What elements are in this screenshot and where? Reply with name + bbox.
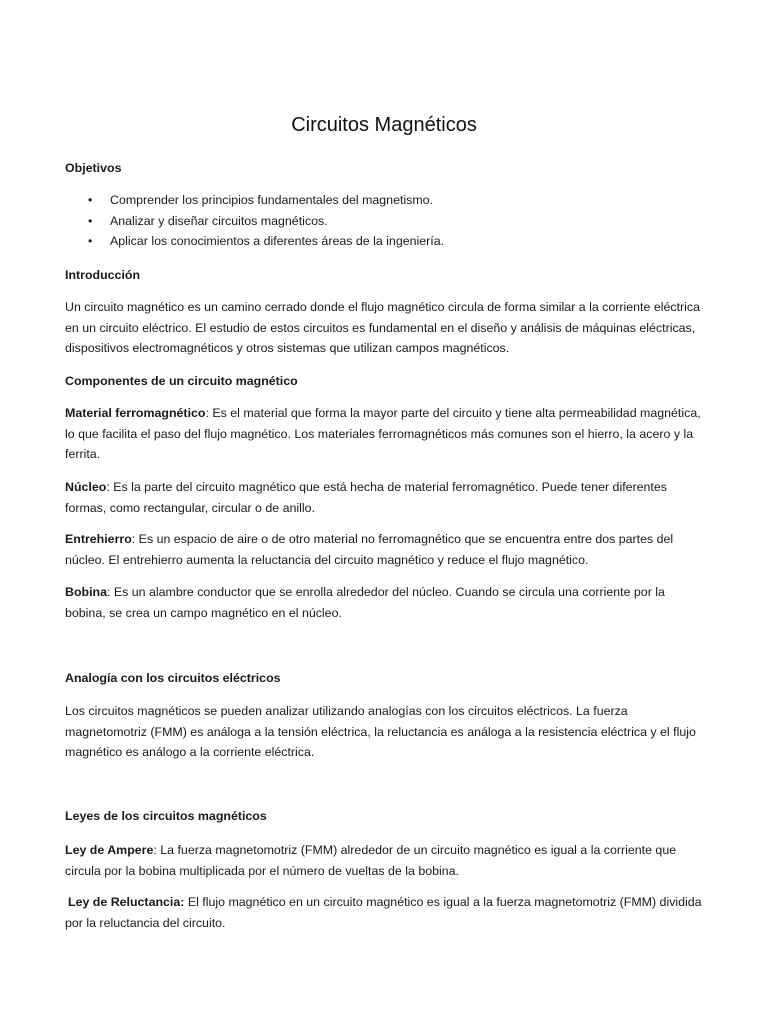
heading-leyes: Leyes de los circuitos magnéticos (65, 809, 267, 823)
ley-ampere (65, 840, 702, 881)
list-item (88, 211, 702, 232)
bullet-icon: • (88, 234, 93, 248)
heading-introduccion: Introducción (65, 268, 141, 282)
list-item-text: Comprender los principios fundamentales del magnetismo. (110, 193, 434, 207)
ley-reluctancia (65, 892, 702, 933)
term: Ley de Ampere (65, 843, 154, 857)
definition: El flujo magnético en un circuito magnético es igual a la fuerza magnetomotriz (FMM) dividida por la reluctancia del circuito. (65, 895, 702, 930)
componente-entrehierro (65, 529, 702, 570)
objetivos-list (88, 190, 702, 252)
definition: : Es el material que forma la mayor parte del circuito y tiene alta permeabilidad magnética, lo que facilita el paso del flujo magnético. Los materiales ferromagnéticos más comunes son el hierro, la acero y la ferrita. (65, 406, 701, 461)
term: Entrehierro (65, 532, 132, 546)
introduccion-paragraph: Un circuito magnético es un camino cerrado donde el flujo magnético circula de forma similar a la corriente eléctrica en un circuito eléctrico. El estudio de estos circuitos es fundamental en el diseño y análisis de máquinas eléctricas, dispositivos electromagnéticos y otros sistemas que utilizan campos magnéticos. (65, 300, 700, 355)
bullet-icon: • (88, 193, 93, 207)
bullet-icon: • (88, 213, 93, 228)
term: Material ferromagnético (65, 406, 206, 420)
definition: : Es un espacio de aire o de otro material no ferromagnético que se encuentra entre dos partes del núcleo. El entrehierro aumenta la reluctancia del circuito magnético y reduce el flujo magnético. (65, 532, 674, 567)
definition: : La fuerza magnetomotriz (FMM) alrededor de un circuito magnético es igual a la corriente que circula por la bobina multiplicada por el número de vueltas de la bobina. (65, 843, 677, 878)
analogia-paragraph: Los circuitos magnéticos se pueden analizar utilizando analogías con los circuitos eléctricos. La fuerza magnetomotriz (FMM) es análoga a la tensión eléctrica, la reluctancia es análoga a la resistencia eléctrica y el flujo magnético es análogo a la corriente eléctrica. (65, 704, 696, 759)
heading-objetivos: Objetivos (65, 161, 122, 175)
term: Ley de Reluctancia: (68, 895, 185, 909)
componente-bobina (65, 582, 702, 623)
definition: : Es la parte del circuito magnético que está hecha de material ferromagnético. Puede tener diferentes formas, como rectangular, circular o de anillo. (65, 480, 667, 515)
list-item (88, 231, 702, 252)
heading-componentes: Componentes de un circuito magnético (65, 374, 298, 388)
componente-ferromagnetico (65, 403, 702, 465)
term: Núcleo (65, 480, 107, 494)
list-item-text: Aplicar los conocimientos a diferentes áreas de la ingeniería. (110, 234, 445, 248)
heading-analogia: Analogía con los circuitos eléctricos (65, 671, 281, 685)
page-title: Circuitos Magnéticos (291, 114, 477, 136)
definition: : Es un alambre conductor que se enrolla alrededor del núcleo. Cuando se circula una corriente por la bobina, se crea un campo magnético en el núcleo. (65, 585, 665, 620)
componente-nucleo (65, 477, 702, 518)
term: Bobina (65, 585, 107, 599)
list-item-text: Analizar y diseñar circuitos magnéticos. (110, 213, 328, 228)
list-item (88, 190, 702, 211)
